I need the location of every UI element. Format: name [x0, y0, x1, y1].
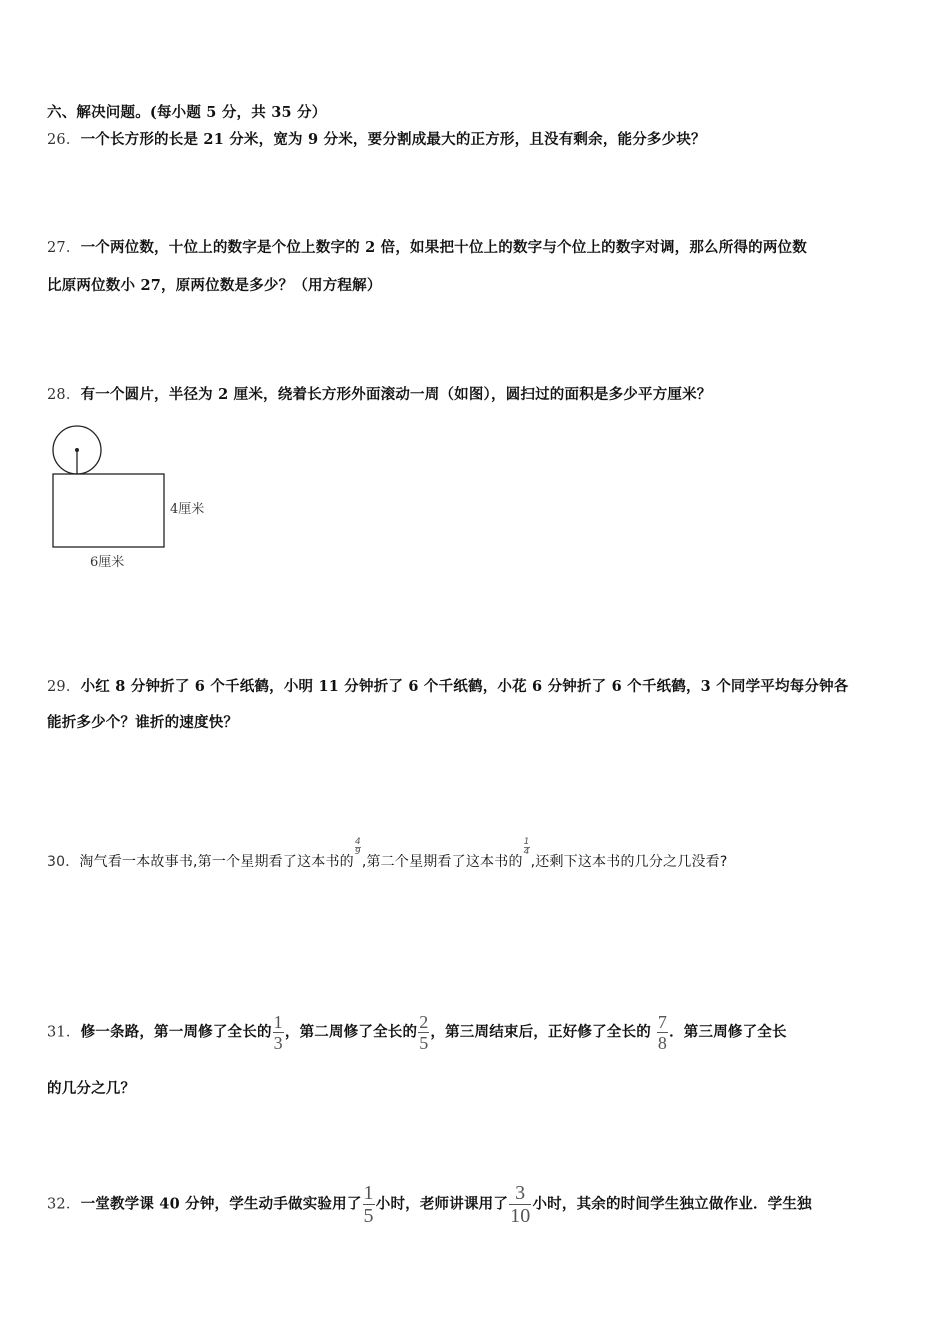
question-number: 30．: [47, 854, 80, 870]
question-29: [47, 675, 849, 696]
text-part: 小时，其余的时间学生独立做作业．学生独: [532, 1195, 812, 1213]
text-part: 小时，老师讲课用了: [375, 1195, 509, 1213]
question-text: 小红 8 分钟折了 6 个千纸鹤，小明 11 分钟折了 6 个千纸鹤，小花 6 分钟折了 6 个千纸鹤，3 个同学平均每分钟各: [80, 678, 849, 695]
text-part: 一堂教学课 40 分钟，学生动手做实验用了: [80, 1195, 362, 1213]
question-text: 有一个圆片，半径为 2 厘米，绕着长方形外面滚动一周（如图），圆扫过的面积是多少平方厘米？: [80, 386, 712, 403]
question-number: 27．: [47, 240, 81, 256]
question-number: 26．: [47, 132, 81, 148]
rectangle-shape: [53, 474, 164, 547]
denominator: 8: [657, 1033, 668, 1053]
text-part: 淘气看一本故事书,第一个星期看了这本书的: [79, 854, 354, 870]
text-part: ，第二周修了全长的: [284, 1023, 418, 1041]
question-text: 一个长方形的长是 21 分米，宽为 9 分米，要分割成最大的正方形，且没有剩余，能分多少块？: [80, 131, 706, 148]
question-31-line2: 的几分之几？: [47, 1080, 136, 1097]
text-part: ，第三周结束后，正好修了全长的: [430, 1023, 651, 1041]
numerator: 2: [419, 1012, 429, 1032]
question-30: [47, 837, 728, 879]
fraction-1-5: [363, 1183, 375, 1226]
circle-center: [75, 448, 79, 452]
question-text: 一个两位数，十位上的数字是个位上数字的 2 倍，如果把十位上的数字与个位上的数字对调，那么所得的两位数: [80, 239, 807, 256]
numerator: 1: [523, 837, 530, 847]
question-27-line2: 比原两位数小 27，原两位数是多少？（用方程解）: [47, 277, 382, 294]
question-number: 32．: [47, 1196, 81, 1213]
height-label: 4厘米: [170, 502, 205, 517]
width-label: 6厘米: [90, 555, 125, 570]
fraction-2-5: [418, 1013, 429, 1052]
section-title: 六、解决问题。(每小题 5 分，共 35 分）: [47, 104, 327, 121]
numerator: 1: [363, 1182, 374, 1204]
fraction-7-8: [657, 1013, 668, 1052]
question-32: [47, 1183, 812, 1226]
fraction-3-10: [509, 1183, 531, 1226]
denominator: 3: [273, 1033, 283, 1053]
denominator: 5: [419, 1033, 429, 1053]
denominator: 9: [354, 847, 361, 857]
text-part: 修一条路，第一周修了全长的: [80, 1023, 272, 1041]
question-29-line2: 能折多少个？谁折的速度快？: [47, 714, 239, 731]
question-number: 31．: [47, 1024, 81, 1041]
question-number: 28．: [47, 387, 81, 403]
denominator: 4: [523, 847, 530, 857]
question-number: 29．: [47, 679, 81, 695]
circle-rectangle-figure: [0, 0, 260, 580]
text-part: ,还剩下这本书的几分之几没看?: [530, 854, 728, 870]
text-part: ,第二个星期看了这本书的: [361, 854, 523, 870]
denominator: 5: [363, 1205, 374, 1227]
question-31: [47, 1013, 787, 1052]
text-part: ．第三周修了全长: [669, 1023, 787, 1041]
numerator: 7: [657, 1012, 668, 1032]
numerator: 4: [354, 837, 361, 847]
fraction-4-9: [355, 838, 361, 857]
denominator: 10: [510, 1205, 531, 1227]
numerator: 3: [515, 1182, 526, 1204]
numerator: 1: [273, 1012, 283, 1032]
fraction-1-4: [524, 838, 530, 857]
fraction-1-3: [273, 1013, 284, 1052]
